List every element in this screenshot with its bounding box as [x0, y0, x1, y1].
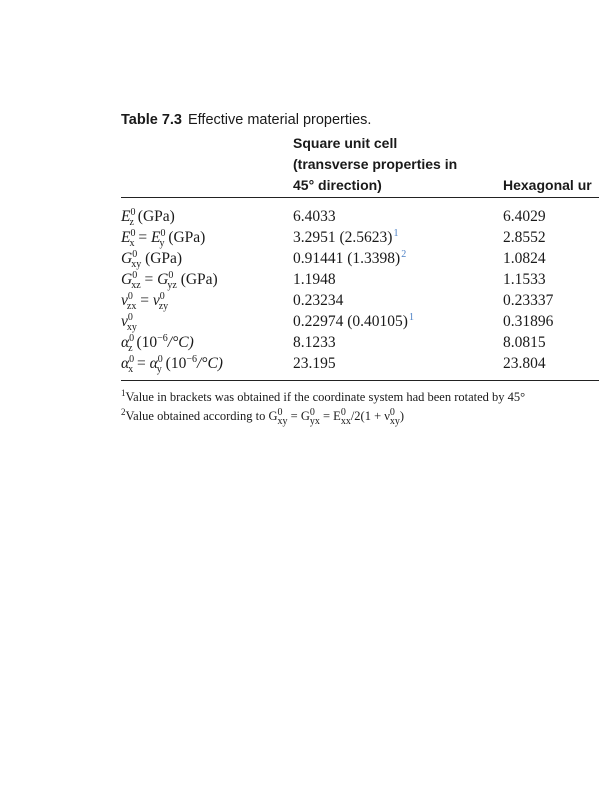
- footnote-ref[interactable]: 1: [408, 311, 414, 323]
- table-row: [0, 290, 599, 311]
- square-value: 6.4033: [293, 208, 336, 225]
- hexagonal-value: 8.0815: [503, 334, 546, 351]
- hexagonal-value: 1.0824: [503, 250, 546, 267]
- hexagonal-value: 2.8552: [503, 229, 546, 246]
- table-footnotes: [121, 388, 525, 426]
- table-row: [0, 248, 599, 269]
- property-label: $E^0_x = E^0_y$ (GPa): [121, 227, 206, 250]
- hexagonal-value: 0.31896: [503, 313, 554, 330]
- hexagonal-value: 6.4029: [503, 208, 546, 225]
- property-label: $E^0_z$ (GPa): [121, 206, 175, 229]
- footnote-1: $^1$Value in brackets was obtained if the coordinate system had been rotated by 45°: [121, 387, 526, 404]
- table-row: [0, 206, 599, 227]
- hexagonal-value: 23.804: [503, 355, 546, 372]
- square-value: 8.1233: [293, 334, 336, 351]
- property-label: $\nu^0_{xy}$: [121, 311, 137, 334]
- property-label: $G^0_{xy}$ (GPa): [121, 248, 183, 271]
- table-title: Effective material properties.: [187, 112, 372, 128]
- property-label: $G^0_{xz} = G^0_{yz}$ (GPa): [121, 269, 218, 292]
- table-row: [0, 269, 599, 290]
- square-value: 23.195: [293, 355, 336, 372]
- square-value: 1.1948: [293, 271, 336, 288]
- hexagonal-value: 0.23337: [503, 292, 554, 309]
- property-label: $\alpha^0_x = \alpha^0_y$ $(10^{-6}/^\circ C)$: [121, 353, 223, 376]
- table-number: Table 7.3: [121, 112, 182, 128]
- column-header-hexagonal: Hexagonal ur: [503, 177, 592, 193]
- footnote-ref[interactable]: 2: [401, 248, 407, 260]
- property-label: $\nu^0_{zx} = \nu^0_{zy}$: [121, 290, 169, 313]
- table-bottom-rule: [121, 380, 599, 381]
- table-row: [0, 332, 599, 353]
- hexagonal-value: 1.1533: [503, 271, 546, 288]
- table-row: [0, 353, 599, 374]
- property-label: $\alpha^0_z$ $(10^{-6}/^\circ C)$: [121, 332, 194, 355]
- column-header-square-line1: Square unit cell: [293, 135, 398, 151]
- square-value: 0.91441 (1.3398)$^2$: [293, 248, 407, 267]
- column-header-square-line2: (transverse properties in: [293, 156, 458, 172]
- square-value: 0.22974 (0.40105)$^1$: [293, 311, 414, 330]
- footnote-2: $^2$Value obtained according to $G^0_{xy} = G^0_{yx} = E^0_{xx}/2(1 + \nu^0_{xy})$: [121, 406, 405, 427]
- square-value: 0.23234: [293, 292, 344, 309]
- square-value: 3.2951 (2.5623)$^1$: [293, 227, 399, 246]
- table-row: [0, 227, 599, 248]
- footnote-ref[interactable]: 1: [393, 227, 399, 239]
- table-row: [0, 311, 599, 332]
- column-header-square-line3: 45° direction): [293, 177, 382, 193]
